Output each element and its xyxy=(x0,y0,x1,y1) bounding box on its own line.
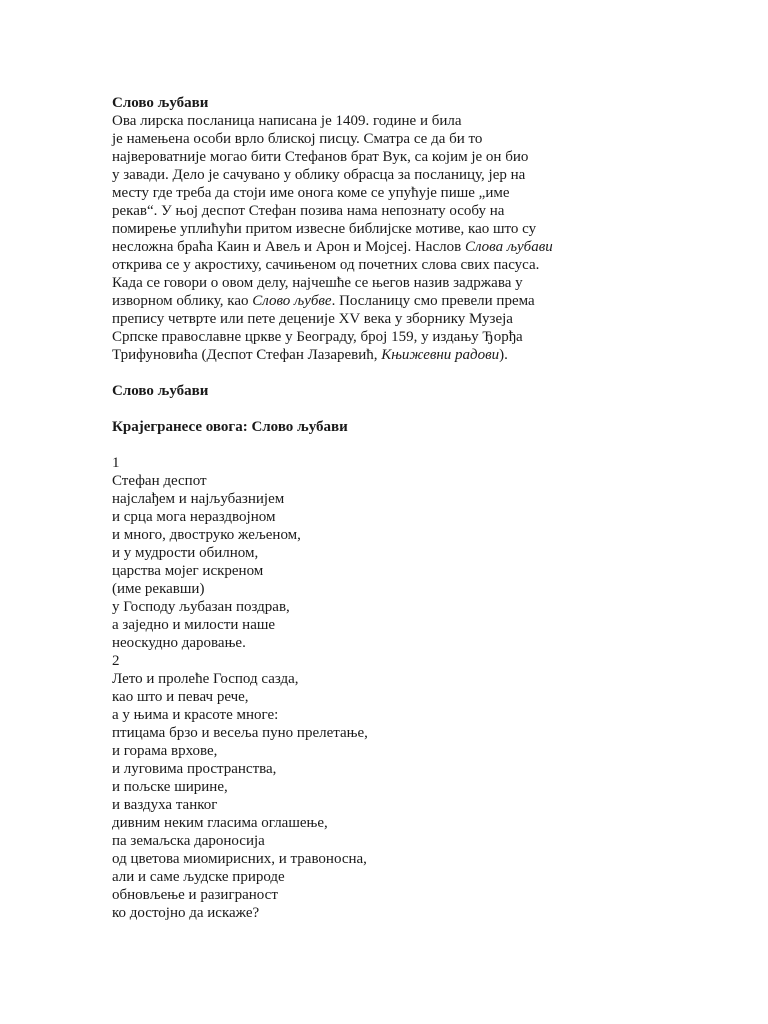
poem-line: дивним неким гласима оглашење, xyxy=(112,815,328,831)
poem-line: а у њима и красоте многе: xyxy=(112,707,279,723)
poem-line: неоскудно даровање. xyxy=(112,635,246,651)
intro-line xyxy=(112,220,672,238)
intro-line xyxy=(112,130,672,148)
poem-body xyxy=(112,454,672,922)
poem-line: ко достојно да искаже? xyxy=(112,905,260,921)
stanza-number: 1 xyxy=(112,455,120,471)
poem-line: а заједно и милости наше xyxy=(112,617,276,633)
intro-line xyxy=(112,346,672,364)
text-run: рекав“. У њој деспот Стефан позива нама непознату особу на xyxy=(112,203,505,219)
poem-line: најслађем и најљубазнијем xyxy=(112,491,285,507)
intro-line xyxy=(112,184,672,202)
intro-line xyxy=(112,112,672,130)
text-run: Трифуновића (Деспот Стефан Лазаревић, xyxy=(112,347,382,363)
intro-line xyxy=(112,310,672,328)
poem-line: Лето и пролеће Господ сазда, xyxy=(112,671,299,687)
poem-line: и ваздуха танког xyxy=(112,797,218,813)
poem-line: и луговима пространства, xyxy=(112,761,277,777)
intro-line xyxy=(112,292,672,310)
document-page xyxy=(112,94,672,922)
text-run: . Посланицу смо превели према xyxy=(331,293,535,309)
intro-line xyxy=(112,256,672,274)
intro-line xyxy=(112,274,672,292)
intro-line xyxy=(112,238,672,256)
text-run: препису четврте или пете деценије XV века у зборнику Музеја xyxy=(112,311,513,327)
text-run: највероватније могао бити Стефанов брат Вук, са којим је он био xyxy=(112,149,529,165)
poem-line: и горама врхове, xyxy=(112,743,218,759)
text-run: у завади. Дело је сачувано у облику обрасца за посланицу, јер на xyxy=(112,167,526,183)
intro-title: Слово љубави xyxy=(112,95,209,111)
poem-line: (име рекавши) xyxy=(112,581,205,597)
italic-title: Књижевни радови xyxy=(381,347,500,363)
text-run: изворном облику, као xyxy=(112,293,253,309)
text-run: је намењена особи врло блиској писцу. Сматра се да би то xyxy=(112,131,483,147)
poem-line: али и саме људске природе xyxy=(112,869,285,885)
poem-line: и пољске ширине, xyxy=(112,779,228,795)
acrostic-title: Крајегранесе овога: Слово љубави xyxy=(112,419,348,435)
text-run: Ова лирска посланица написана је 1409. године и била xyxy=(112,113,462,129)
intro-paragraph xyxy=(112,112,672,364)
poem-line: и срца мога нераздвојном xyxy=(112,509,276,525)
intro-line xyxy=(112,148,672,166)
poem-line: птицама брзо и весеља пуно прелетање, xyxy=(112,725,368,741)
poem-line: царства мојег искреном xyxy=(112,563,264,579)
poem-title: Слово љубави xyxy=(112,383,209,399)
stanza-number: 2 xyxy=(112,653,120,669)
intro-line xyxy=(112,166,672,184)
intro-line xyxy=(112,202,672,220)
italic-title: Слова љубави xyxy=(464,239,553,255)
poem-line: од цветова миомирисних, и травоносна, xyxy=(112,851,367,867)
italic-title: Слово љубве xyxy=(252,293,332,309)
text-run: Српске православне цркве у Београду, број 159, у издању Ђорђа xyxy=(112,329,523,345)
text-run: несложна браћа Каин и Авељ и Арон и Мојсеј. Наслов xyxy=(112,239,465,255)
poem-line: па земаљска дароносија xyxy=(112,833,265,849)
poem-line: у Господу љубазан поздрав, xyxy=(112,599,290,615)
text-run: ). xyxy=(499,347,508,363)
poem-line: и много, двоструко жељеном, xyxy=(112,527,301,543)
poem-line: и у мудрости обилном, xyxy=(112,545,259,561)
poem-line: обновљење и разиграност xyxy=(112,887,278,903)
intro-line xyxy=(112,328,672,346)
text-run: помирење уплићући притом извесне библијске мотиве, као што су xyxy=(112,221,537,237)
text-run: Када се говори о овом делу, најчешће се његов назив задржава у xyxy=(112,275,523,291)
poem-line: Стефан деспот xyxy=(112,473,207,489)
text-run: открива се у акростиху, сачињеном од почетних слова свих пасуса. xyxy=(112,257,540,273)
poem-line: као што и певач рече, xyxy=(112,689,249,705)
text-run: месту где треба да стоји име онога коме се упућује пише „име xyxy=(112,185,510,201)
